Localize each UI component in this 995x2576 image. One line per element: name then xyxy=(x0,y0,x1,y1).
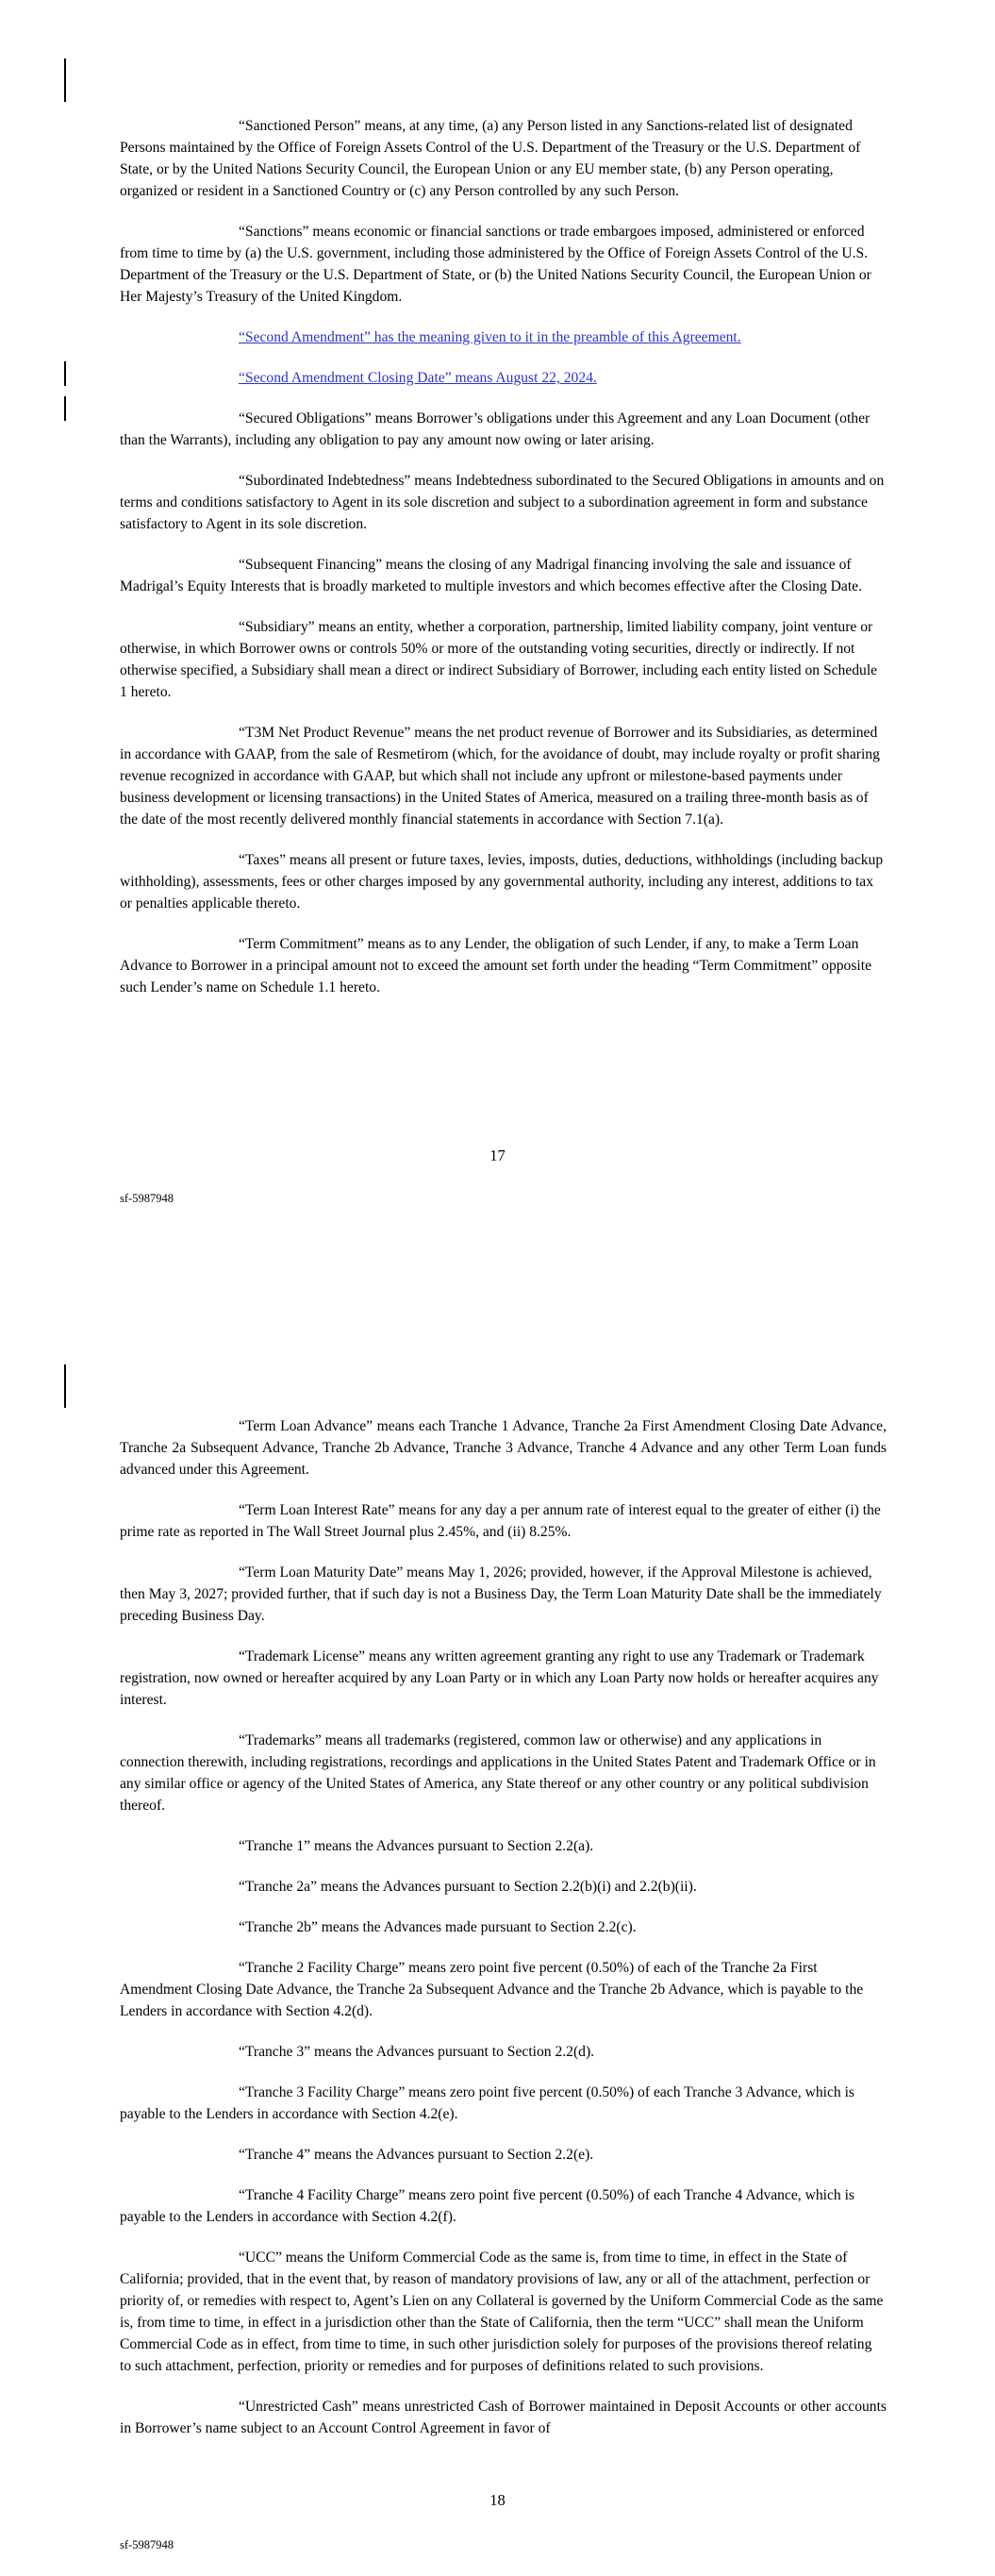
definition-t3m-net-product-revenue: “T3M Net Product Revenue” means the net product revenue of Borrower and its Subsidiaries, as determined in accordance with GAAP, from the sale of Resmetirom (which, for the avoidance of doubt, may include royalty or profit sharing revenue recognized in accordance with GAAP, but which shall not include any upfront or milestone-based payments under business development or licensing transactions) in the United States of America, measured on a trailing three-month basis as of the date of the most recently delivered monthly financial statements in accordance with Section 7.1(a). xyxy=(120,725,880,828)
definition-ucc: “UCC” means the Uniform Commercial Code as the same is, from time to time, in effect in the State of California; provided, that in the event that, by reason of mandatory provisions of law, any or all of the attachment, perfection or priority of, or remedies with respect to, Agent’s Lien on any Collateral is governed by the Uniform Commercial Code as the same is, from time to time, in effect in a jurisdiction other than the State of California, then the term “UCC” shall mean the Uniform Commercial Code as in effect, from time to time, in such other jurisdiction solely for purposes of the provisions thereof relating to such attachment, perfection, priority or remedies and for purposes of definitions related to such provisions. xyxy=(120,2250,884,2374)
page-number: 17 xyxy=(489,1146,506,1164)
definitions-block xyxy=(120,1415,887,2439)
definition-trademark-license: “Trademark License” means any written agreement granting any right to use any Trademark or Trademark registration, now owned or hereafter acquired by any Loan Party or in which any Loan Party now holds or hereafter acquires any interest. xyxy=(120,1648,879,1708)
definition-second-amendment-closing-date[interactable]: “Second Amendment Closing Date” means August 22, 2024. xyxy=(239,370,597,386)
revision-bar xyxy=(64,1364,66,1408)
definition-sanctions: “Sanctions” means economic or financial sanctions or trade embargoes imposed, administered or enforced from time to time by (a) the U.S. government, including those administered by the Office of Foreign Assets Control of the U.S. Department of the Treasury or the U.S. Department of State, or (b) the United Nations Security Council, the European Union or Her Majesty’s Treasury of the United Kingdom. xyxy=(120,224,871,305)
definition-unrestricted-cash: “Unrestricted Cash” means unrestricted Cash of Borrower maintained in Deposit Accounts or other accounts in Borrower’s name subject to an Account Control Agreement in favor of xyxy=(120,2399,887,2436)
page-18 xyxy=(0,1321,995,2576)
document-id: sf-5987948 xyxy=(120,1192,174,1205)
definition-taxes: “Taxes” means all present or future taxes, levies, imposts, duties, deductions, withholdings (including backup withholding), assessments, fees or other charges imposed by any governmental authority, including any interest, additions to tax or penalties applicable thereto. xyxy=(120,852,884,912)
page-number: 18 xyxy=(489,2491,506,2509)
definition-subordinated-indebtedness: “Subordinated Indebtedness” means Indebtedness subordinated to the Secured Obligations in amounts and on terms and conditions satisfactory to Agent in its sole discretion and subject to a subordination agreement in form and substance satisfactory to Agent in its sole discretion. xyxy=(120,473,885,532)
definition-tranche-2b: “Tranche 2b” means the Advances made pursuant to Section 2.2(c). xyxy=(239,1919,637,1935)
definition-subsequent-financing: “Subsequent Financing” means the closing of any Madrigal financing involving the sale and issuance of Madrigal’s Equity Interests that is broadly marketed to multiple investors and which becomes effective after the Closing Date. xyxy=(120,557,862,594)
revision-bar xyxy=(64,59,66,102)
definition-tranche-2-facility-charge: “Tranche 2 Facility Charge” means zero point five percent (0.50%) of each of the Tranche 2a First Amendment Closing Date Advance, the Tranche 2a Subsequent Advance and the Tranche 2b Advance, which is payable to the Lenders in accordance with Section 4.2(d). xyxy=(120,1960,864,2019)
definition-term-loan-maturity-date: “Term Loan Maturity Date” means May 1, 2026; provided, however, if the Approval Milestone is achieved, then May 3, 2027; provided further, that if such day is not a Business Day, the Term Loan Maturity Date shall be the immediately preceding Business Day. xyxy=(120,1564,882,1624)
definition-tranche-3: “Tranche 3” means the Advances pursuant to Section 2.2(d). xyxy=(239,2044,595,2060)
definition-tranche-1: “Tranche 1” means the Advances pursuant to Section 2.2(a). xyxy=(239,1838,594,1854)
definition-second-amendment[interactable]: “Second Amendment” has the meaning given to it in the preamble of this Agreement. xyxy=(239,329,741,345)
definition-subsidiary: “Subsidiary” means an entity, whether a corporation, partnership, limited liability company, joint venture or otherwise, in which Borrower owns or controls 50% or more of the outstanding voting securities, directly or indirectly. If not otherwise specified, a Subsidiary shall mean a direct or indirect Subsidiary of Borrower, including each entity listed on Schedule 1 hereto. xyxy=(120,619,878,700)
definition-trademarks: “Trademarks” means all trademarks (registered, common law or otherwise) and any applications in connection therewith, including registrations, recordings and applications in the United States Patent and Trademark Office or in any similar office or agency of the United States of America, any State thereof or any other country or any political subdivision thereof. xyxy=(120,1732,876,1814)
definitions-block xyxy=(120,115,887,1017)
revision-bar xyxy=(64,361,66,386)
definition-tranche-2a: “Tranche 2a” means the Advances pursuant to Section 2.2(b)(i) and 2.2(b)(ii). xyxy=(239,1879,697,1895)
definition-term-loan-advance: “Term Loan Advance” means each Tranche 1 Advance, Tranche 2a First Amendment Closing Date Advance, Tranche 2a Subsequent Advance, Tranche 2b Advance, Tranche 3 Advance, Tranche 4 Advance and any other Term Loan funds advanced under this Agreement. xyxy=(120,1418,887,1478)
definition-sanctioned-person: “Sanctioned Person” means, at any time, (a) any Person listed in any Sanctions-related list of designated Persons maintained by the Office of Foreign Assets Control of the U.S. Department of the Treasury or the U.S. Department of State, or by the United Nations Security Council, the European Union or any EU member state, (b) any Person operating, organized or resident in a Sanctioned Country or (c) any Person controlled by any such Person. xyxy=(120,118,861,199)
definition-tranche-3-facility-charge: “Tranche 3 Facility Charge” means zero point five percent (0.50%) of each Tranche 3 Advance, which is payable to the Lenders in accordance with Section 4.2(e). xyxy=(120,2084,855,2122)
document-id: sf-5987948 xyxy=(120,2538,174,2551)
definition-term-commitment: “Term Commitment” means as to any Lender, the obligation of such Lender, if any, to make a Term Loan Advance to Borrower in a principal amount not to exceed the amount set forth under the heading “Term Commitment” opposite such Lender’s name on Schedule 1.1 hereto. xyxy=(120,936,871,995)
definition-term-loan-interest-rate: “Term Loan Interest Rate” means for any day a per annum rate of interest equal to the greater of either (i) the prime rate as reported in The Wall Street Journal plus 2.45%, and (ii) 8.25%. xyxy=(120,1502,881,1540)
definition-tranche-4-facility-charge: “Tranche 4 Facility Charge” means zero point five percent (0.50%) of each Tranche 4 Advance, which is payable to the Lenders in accordance with Section 4.2(f). xyxy=(120,2187,855,2225)
definition-tranche-4: “Tranche 4” means the Advances pursuant to Section 2.2(e). xyxy=(239,2147,594,2163)
revision-bar xyxy=(64,396,66,421)
definition-secured-obligations: “Secured Obligations” means Borrower’s obligations under this Agreement and any Loan Document (other than the Warrants), including any obligation to pay any amount now owing or later arising. xyxy=(120,410,871,448)
